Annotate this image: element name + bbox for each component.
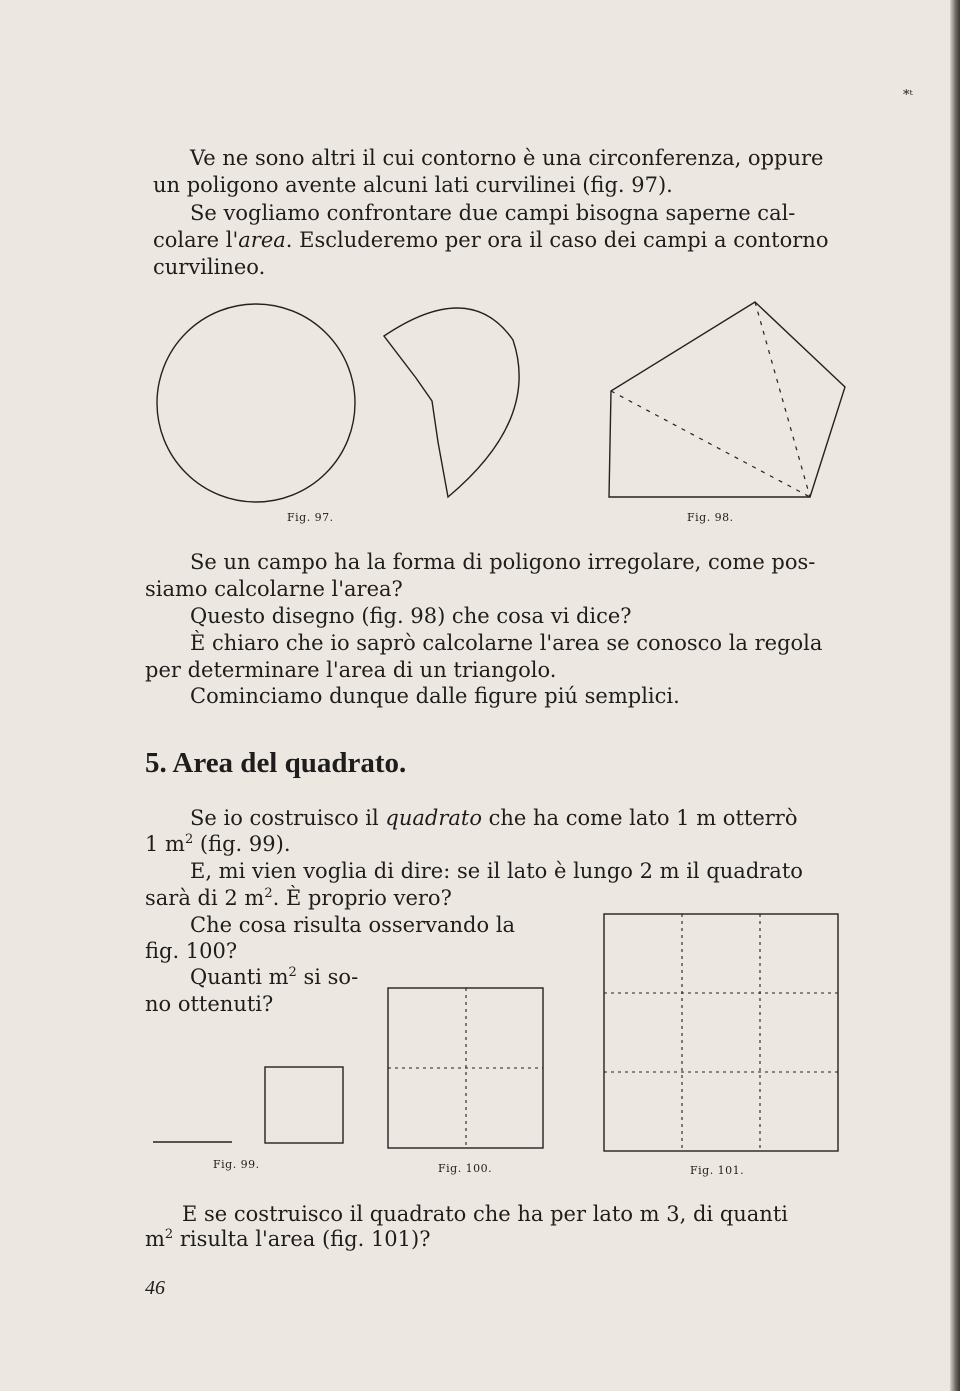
para3-line-7-post: si so- (296, 965, 359, 989)
para2-line-2: siamo calcolarne l'area? (145, 577, 403, 601)
fig-99-label: Fig. 99. (213, 1158, 260, 1171)
para3-line-8: no ottenuti? (145, 992, 274, 1016)
para4-line-2 (145, 1226, 430, 1253)
para2-line-6: Cominciamo dunque dalle figure piú semplici. (190, 684, 680, 708)
para2-line-1: Se un campo ha la forma di poligono irregolare, come pos- (190, 550, 816, 574)
para3-line-1-pre: Se io costruisco il (190, 806, 386, 830)
fig-101-square (604, 914, 838, 1151)
para2-line-4: È chiaro che io saprò calcolarne l'area se conosco la regola (190, 631, 823, 655)
intro-line-4-pre: colare l' (153, 228, 239, 252)
para3-line-2-pre: 1 m (145, 832, 185, 856)
fig-98-label: Fig. 98. (687, 511, 734, 524)
para3-line-4-post: . È proprio vero? (272, 886, 452, 910)
intro-line-2: un poligono avente alcuni lati curvilinei (fig. 97). (153, 173, 673, 197)
corner-mark: *ᵗ (903, 88, 913, 103)
para2-line-3: Questo disegno (fig. 98) che cosa vi dice? (190, 604, 632, 628)
para3-line-7-sup: 2 (288, 965, 297, 980)
intro-line-1: Ve ne sono altri il cui contorno è una circonferenza, oppure (190, 146, 824, 170)
para3-line-4-pre: sarà di 2 m (145, 886, 265, 910)
para4-line-2-pre: m (145, 1227, 165, 1251)
intro-line-5: curvilineo. (153, 255, 266, 279)
para3-line-1-post: che ha come lato 1 m otterrò (481, 806, 798, 830)
intro-line-3: Se vogliamo confrontare due campi bisogna saperne cal- (190, 201, 796, 225)
page-number: 46 (145, 1277, 165, 1299)
para4-line-2-sup: 2 (164, 1227, 174, 1242)
para4-line-2-post: risulta l'area (fig. 101)? (173, 1227, 431, 1251)
para2-line-5: per determinare l'area di un triangolo. (145, 658, 557, 682)
fig-101-label: Fig. 101. (690, 1164, 745, 1177)
para3-line-7-pre: Quanti m (190, 965, 289, 989)
fig-99-square (265, 1067, 343, 1143)
section-title: 5. Area del quadrato. (145, 747, 407, 779)
para3-line-6: fig. 100? (145, 939, 238, 963)
para3-line-4-sup: 2 (264, 886, 273, 901)
fig-100-label: Fig. 100. (438, 1162, 493, 1175)
para4-line-1: E se costruisco il quadrato che ha per lato m 3, di quanti (182, 1202, 788, 1226)
fig-97-label: Fig. 97. (287, 511, 334, 524)
intro-area-emphasis: area (238, 228, 286, 252)
intro-line-4-post: . Escluderemo per ora il caso dei campi a contorno (285, 228, 829, 252)
para3-line-3: E, mi vien voglia di dire: se il lato è lungo 2 m il quadrato (190, 859, 803, 883)
para3-line-5: Che cosa risulta osservando la (190, 913, 516, 937)
para3-line-2-post: (fig. 99). (193, 832, 291, 856)
para3-line-2-sup: 2 (184, 832, 194, 847)
quadrato-emphasis: quadrato (385, 806, 482, 830)
